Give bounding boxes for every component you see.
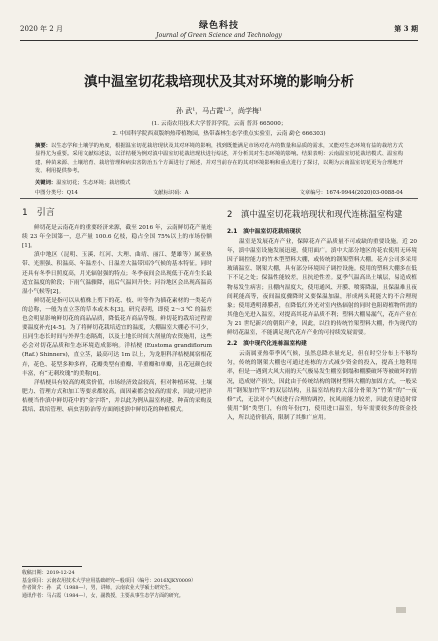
affiliation-1: (1. 云南农用技术大学普洱学院，云南 普洱 665000；: [151, 121, 287, 127]
paragraph: 温室是发展花卉产业，保障花卉产品质量不可或缺的重要设施。近 20 年，滇中温室设施发展迅速，使用面广。滇中大部分地区的花农使用无环境因子调控能力的竹木型塑料大棚，或传统的钢架塑料大棚。花卉公司多采用玻璃温室、钢架大棚，具有部分环境因子调控设施。使用的塑料大棚多在低下不足之处；保温性能较差，且抗逆性差。夏季气温高出土壤层，易造成植物易发生病害；且棚内湿度大，使用通风、开膜、喷雾降温，且保温难且夜间耗能高等，夜间温度骤降时又要保温加温，形成两头耗能大的不合理现象；使用透明薄膜者，在降低红外光对室内热辐射的同时也阻碍植物所需的其他色光进入温室，对提高其花卉品质不利；塑料大棚易漏气，花卉产业在为 21 世纪新兴的朝阳产业，因此，以往的传统竹架塑料大棚，作为现代的鲜切花温室，不能满足现代花卉产业的可持续发展需要。: [227, 239, 417, 337]
journal-name: [20, 18, 418, 39]
keywords-text: 温室切花；生态环境；栽培模式: [56, 180, 131, 186]
footnote-divider: [22, 566, 82, 567]
abstract: [35, 142, 403, 176]
paragraph: 滇中地区（昆明、玉溪、红河、大理、曲靖、丽江、楚雄等）属亚热带、光照强、积温高、年温差小、日温差大温带国冷气候的基本特征。同时还具有冬季日照度高，月光辐射强的特点；冬季夜间会出现低于花卉生长最适宜温度的阶段；下雨气温骤降，雨后气温回升快；河谷地区会出现高温高湿小气候等[2]。: [22, 252, 212, 295]
affiliation-2: 2. 中国科学院西双版纳热带植物园，热带森林生态学重点实验室，云南 勐仑 666303): [112, 131, 326, 137]
abstract-label: 摘要：: [35, 143, 52, 149]
document-code: 文献标识码：A: [153, 190, 189, 196]
article-number: 文章编号：1674-9944(2020)03-0088-04: [299, 190, 403, 196]
abstract-text: 以生态学和土壤学的角度，根据温室切花栽培现状及其对环境的影响，找到既能满足市场对花卉的数量和品质的需求，又能对生态环境有益的栽培方式显得尤为重要。采用文献综述法，以洋桔梗为例对滇中温室切花栽培现状进行综述，并分析其对生态环境的影响。结果表明：云南温室切花栽培模式、温室构建、种苗来源、土壤培育、栽培管理和病虫害防治五个方面进行了阐述，并对当前存在的其对环境影响和重点进行了探讨，以期为云南温室切花更为合理地开发、利用提供参考。: [35, 143, 403, 175]
paragraph: 鲜切花是指可以从植株上剪下的花、枝、叶等作为插花素材的一类花卉的总称，一般为直立茎的草本或木本[3]。研究表明，即使 2～3 ℃ 的温差也会明显影响鲜切花的商品品质，降低花卉商品等级。鲜切花的栽培过程需要温度补充[4-5]。为了将鲜切花栽培适宜的温度，大棚温室大棚必不可少，且同生态长时间与外界生态隔离，以及土地长时间大剂量的农资施用，这些必会对切花品质和生态环境造成影响。洋桔梗 (Eustoma grandiflorum (Raf.) Shinners)，直立茎，最高可达 1m 以上，为龙胆科洋桔梗属宿根花卉，花色、花型多种多样，花瓣类型有重瓣、半重瓣和单瓣，且花冠颜色较丰富，有“无刺玫瑰”的美称[6]。: [22, 297, 212, 377]
keywords: [35, 178, 403, 186]
journal-name-cn: 绿色科技: [198, 21, 239, 31]
header-divider: [20, 40, 418, 41]
header-date: 2020 年 2 月: [20, 25, 63, 33]
keywords-label: 关键词：: [35, 180, 57, 186]
subsection-2-1-title: 2.1 滇中温室切花栽培现状: [227, 229, 302, 235]
article-title: 滇中温室切花栽培现状及其对环境的影响分析: [84, 74, 354, 90]
paragraph: 洋桔梗具有较高的观赏价值，市场经济效益较高，但对种植环境、土壤肥力、管理方式和加工等要求都较高，面因素都会较高的需求，因此可把洋桔梗当作滇中鲜切花中的“金字塔”，并以此为例从温室构建、种苗的采购及栽培、栽培管理、病虫害防治等方面阐述滇中鲜切花的种植模式。: [22, 379, 212, 413]
left-column: [22, 205, 212, 415]
abstract-divider: [20, 198, 418, 199]
clc-number: 中图分类号：Q14: [35, 190, 78, 196]
paragraph: 鲜切花是云南花卉的重要经济来源，截至 2016 年，云南鲜切花产量连续 23 年全国第一，总产量 100.6 亿枝，稳占全国 75%以上的市场份额[1]。: [22, 225, 212, 250]
right-column: [227, 205, 417, 423]
section-2-title: 2 滇中温室切花栽培现状和现代连栋温室构建: [227, 210, 403, 220]
running-header: [20, 18, 418, 38]
footnotes: [22, 570, 217, 600]
corner-mark: [396, 607, 406, 613]
paragraph: 云南属亚热带季风气候，虽然总降水量充足，但在时空分布上不够均匀，传统的钢架大棚也可通过连栋的方式减少资金的投入，提高土地利用率，但是一遇到大风大雨的天气极易发生棚室倒塌和棚膜破坏等被破坏的情况，造成财产损失，因此由于传统结构的钢材塑料大棚的加固方式，一般采用“钢架加竹竿”的双层结构，且温室结构的大部分骨架为“竹架”的“一夜修”式，无法对小气候进行合理的调控，抗风雨能力较差，因此在建造时常使用“倒”类型门，有的年份[7]，使用进口温室，每年需要较多的资金投入，所以造价很高，限制了其推广应用。: [227, 351, 417, 421]
subsection-2-2-title: 2.2 滇中现代化连栋温室构建: [227, 341, 307, 348]
footnote-corresponding: 通讯作者：马占霞（1984—），女，副教授，主要从事生态学方面的研究。: [22, 592, 184, 599]
section-1-title: 1 引言: [22, 208, 55, 218]
journal-name-en: Journal of Green Science and Technology: [156, 32, 282, 39]
footnote-author: 作者简介：孙 武（1988—），男，讲师，云南农业大学硕士研究生。: [22, 585, 174, 592]
header-issue: 第 3 期: [394, 24, 418, 33]
footnote-fund: 基金项目：云南农用技术大学应用基础研究—般项目（编号：2016XJKY0009）: [22, 577, 197, 584]
footnote-received: 收稿日期：2019-12-24: [22, 570, 75, 576]
author-list: 孙 武¹，马占霞¹·²，尚学梅¹: [176, 107, 262, 115]
